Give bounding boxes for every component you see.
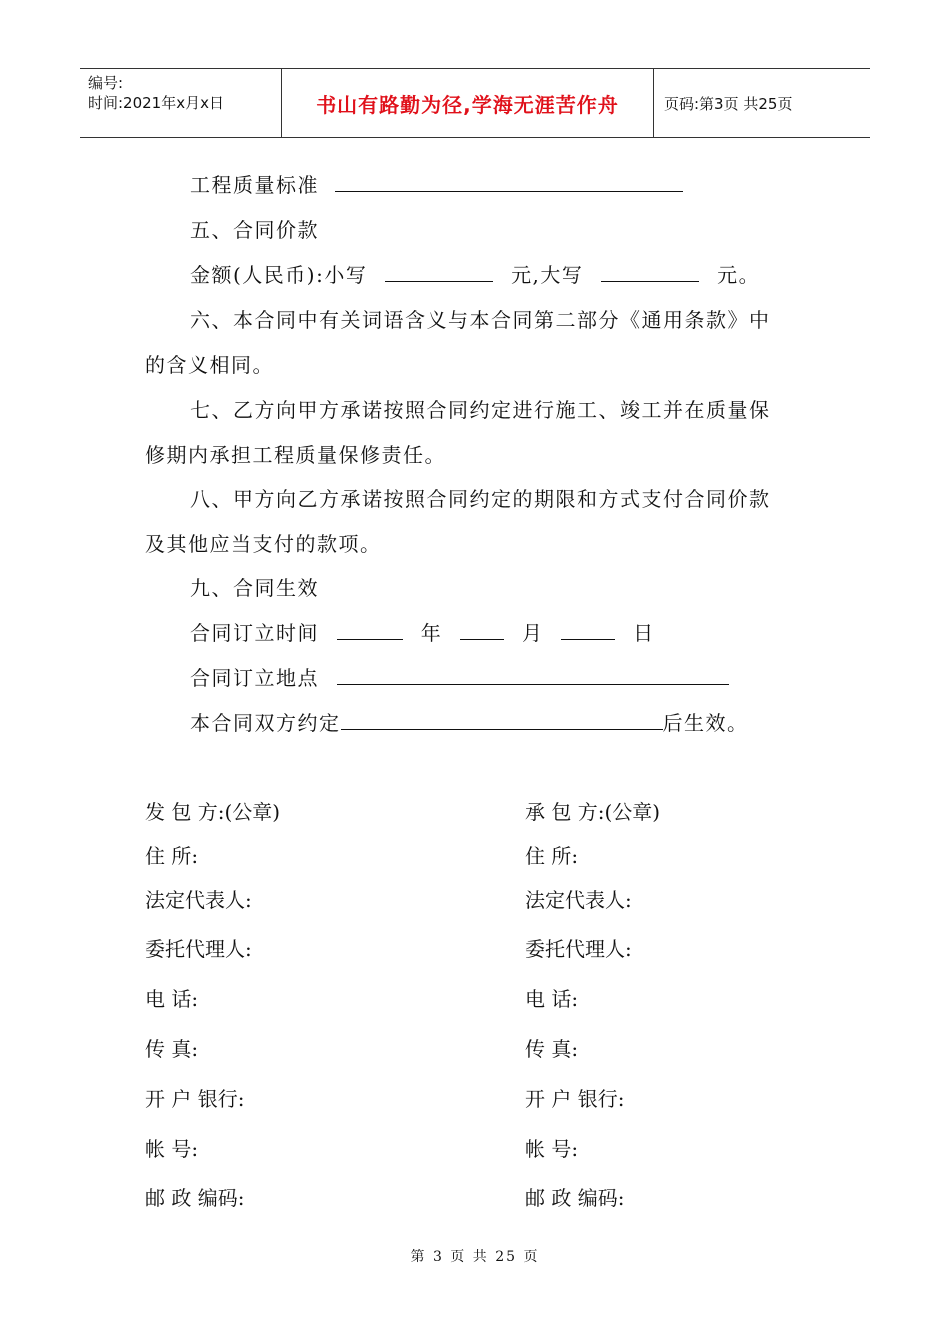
header-meta xyxy=(80,69,282,137)
section-8-line-2: 及其他应当支付的款项。 xyxy=(145,532,382,556)
page-header xyxy=(80,68,870,138)
amount-small-blank[interactable] xyxy=(385,263,493,282)
effective-line xyxy=(190,711,749,735)
employer-phone: 电 话: xyxy=(145,987,199,1011)
sign-time-line xyxy=(190,621,655,645)
sign-year-blank[interactable] xyxy=(337,621,403,640)
header-motto: 书山有路勤为径,学海无涯苦作舟 xyxy=(282,69,654,137)
employer-fax: 传 真: xyxy=(145,1037,199,1061)
employer-party: 发 包 方:(公章) xyxy=(145,800,281,824)
sign-place-label: 合同订立地点 xyxy=(190,666,319,690)
amount-suffix: 元。 xyxy=(717,263,761,287)
contractor-fax: 传 真: xyxy=(525,1037,579,1061)
year-label: 年 xyxy=(420,621,443,645)
sign-day-blank[interactable] xyxy=(561,621,615,640)
contract-amount-line xyxy=(190,263,760,287)
employer-agent: 委托代理人: xyxy=(145,937,252,961)
quality-standard-label: 工程质量标准 xyxy=(190,173,319,197)
header-page-info: 页码:第3页 共25页 xyxy=(664,94,793,113)
quality-standard-blank[interactable] xyxy=(335,173,683,192)
employer-postcode: 邮 政 编码: xyxy=(145,1186,245,1210)
effective-prefix: 本合同双方约定 xyxy=(190,711,341,735)
sign-place-blank[interactable] xyxy=(337,666,729,685)
effective-condition-blank[interactable] xyxy=(341,711,663,730)
section-9-heading: 九、合同生效 xyxy=(190,576,319,600)
document-number-label: 编号: xyxy=(88,74,124,92)
contractor-agent: 委托代理人: xyxy=(525,937,632,961)
section-6-line-1: 六、本合同中有关词语含义与本合同第二部分《通用条款》中 xyxy=(190,308,771,332)
section-5-heading: 五、合同价款 xyxy=(190,218,319,242)
sign-time-label: 合同订立时间 xyxy=(190,621,319,645)
employer-legal-rep: 法定代表人: xyxy=(145,888,252,912)
section-8-line-1: 八、甲方向乙方承诺按照合同约定的期限和方式支付合同价款 xyxy=(190,487,771,511)
quality-standard-line xyxy=(190,173,683,197)
month-label: 月 xyxy=(521,621,544,645)
section-7-line-1: 七、乙方向甲方承诺按照合同约定进行施工、竣工并在质量保 xyxy=(190,398,771,422)
contractor-legal-rep: 法定代表人: xyxy=(525,888,632,912)
employer-account: 帐 号: xyxy=(145,1137,199,1161)
employer-bank: 开 户 银行: xyxy=(145,1087,245,1111)
effective-suffix: 后生效。 xyxy=(662,711,749,735)
amount-prefix: 金额(人民币):小写 xyxy=(190,263,368,287)
contractor-phone: 电 话: xyxy=(525,987,579,1011)
contractor-account: 帐 号: xyxy=(525,1137,579,1161)
page-footer: 第 3 页 共 25 页 xyxy=(410,1249,540,1265)
contractor-address: 住 所: xyxy=(525,844,579,868)
employer-address: 住 所: xyxy=(145,844,199,868)
contractor-bank: 开 户 银行: xyxy=(525,1087,625,1111)
sign-place-line xyxy=(190,666,729,690)
document-date: 时间:2021年x月x日 xyxy=(88,94,224,112)
contractor-postcode: 邮 政 编码: xyxy=(525,1186,625,1210)
sign-month-blank[interactable] xyxy=(460,621,504,640)
section-6-line-2: 的含义相同。 xyxy=(145,353,274,377)
amount-mid: 元,大写 xyxy=(511,263,584,287)
amount-capital-blank[interactable] xyxy=(601,263,699,282)
day-label: 日 xyxy=(633,621,655,645)
contractor-party: 承 包 方:(公章) xyxy=(525,800,661,824)
section-7-line-2: 修期内承担工程质量保修责任。 xyxy=(145,443,446,467)
